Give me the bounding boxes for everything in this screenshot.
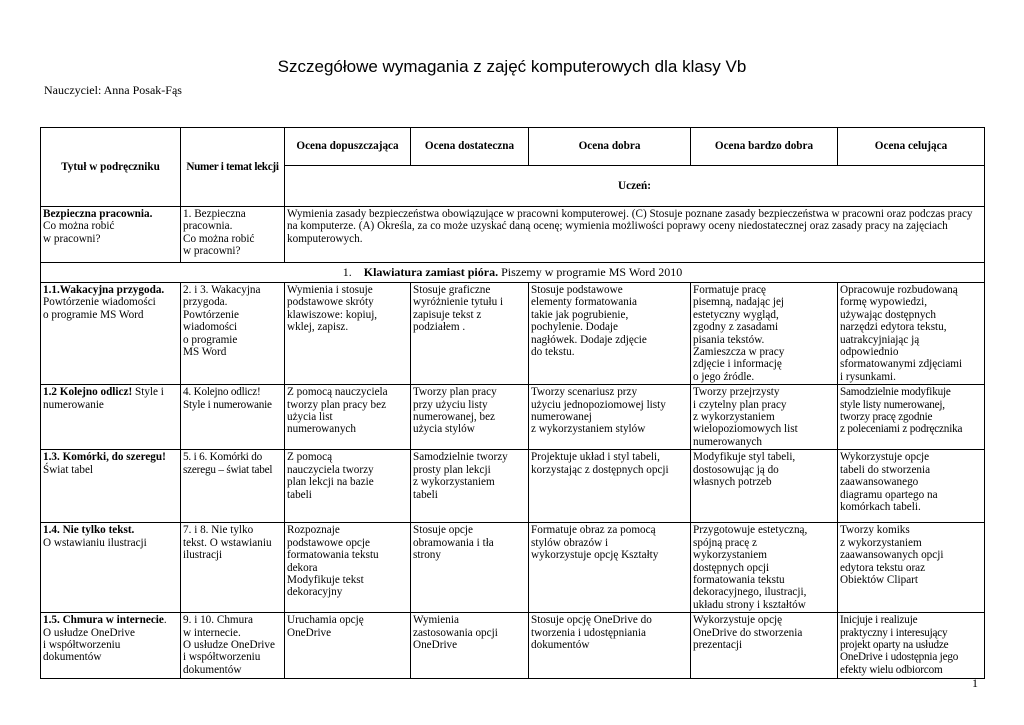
- row-title-rest: O wstawianiu ilustracji: [43, 536, 147, 549]
- row-title-bold: 1.2 Kolejno odlicz!: [43, 386, 133, 399]
- row-title-rest: Świat tabel: [43, 463, 94, 476]
- row-grade2-cell: Wymienia zastosowania opcji OneDrive: [411, 613, 529, 679]
- row-grade4-cell: Modyfikuje styl tabeli, dostosowując ją do własnych potrzeb: [691, 450, 838, 523]
- row-grade2-cell: Tworzy plan pracy przy użyciu listy numerowanej, bez użycia stylów: [411, 385, 529, 450]
- row-title-bold: 1.3. Komórki, do szeregu!: [43, 451, 166, 464]
- header-student: Uczeń:: [285, 166, 985, 207]
- row-grade3-cell: Stosuje podstawowe elementy formatowania takie jak pogrubienie, pochylenie. Dodaje nagłówek. Dodaje zdjęcie do tekstu.: [529, 283, 691, 385]
- row-title-rest: Powtórzenie wiadomości o programie MS Word: [43, 296, 156, 321]
- row-grade5-cell: Inicjuje i realizuje praktyczny i interesujący projekt oparty na usłudze OneDrive i udostępnia jego efekty wielu odbiorcom: [838, 613, 985, 679]
- row-grade2-cell: Stosuje opcje obramowania i tła strony: [411, 523, 529, 613]
- table-row: [41, 450, 985, 523]
- intro-requirements-cell: Wymienia zasady bezpieczeństwa obowiązujące w pracowni komputerowej. (C) Stosuje poznane zasady bezpieczeństwa w pracowni oraz podczas pracy na komputerze. (A) Określa, za co może uzyskać daną ocenę; wymienia możliwości poprawy oceny niedostatecznej oraz zasady pracy na zajęciach komputerowych.: [285, 207, 985, 263]
- section-heading: [41, 263, 985, 283]
- row-lesson-cell: 2. i 3. Wakacyjna przygoda. Powtórzenie wiadomości o programie MS Word: [181, 283, 285, 385]
- header-grade-very-good: Ocena bardzo dobra: [691, 128, 838, 166]
- table-row: [41, 385, 985, 450]
- requirements-table: [40, 127, 985, 679]
- section-title-rest: Piszemy w programie MS Word 2010: [498, 265, 683, 280]
- row-title-rest: Style i numerowanie: [43, 386, 164, 411]
- header-grade-excellent: Ocena celująca: [838, 128, 985, 166]
- header-lesson-column: Numer i temat lekcji: [181, 128, 285, 207]
- row-title-cell: [41, 523, 181, 613]
- row-lesson-cell: 4. Kolejno odlicz! Style i numerowanie: [181, 385, 285, 450]
- header-grade-sufficient: Ocena dopuszczająca: [285, 128, 411, 166]
- row-grade2-cell: Samodzielnie tworzy prosty plan lekcji z wykorzystaniem tabeli: [411, 450, 529, 523]
- document-title: Szczegółowe wymagania z zajęć komputerowych dla klasy Vb: [277, 57, 747, 76]
- row-title-cell: [41, 385, 181, 450]
- row-grade4-cell: Przygotowuje estetyczną, spójną pracę z wykorzystaniem dostępnych opcji formatowania tekstu dekoracyjnego, ilustracji, układu strony i kształtów: [691, 523, 838, 613]
- intro-title-bold: Bezpieczna pracownia.: [43, 208, 153, 220]
- row-grade4-cell: Formatuje pracę pisemną, nadając jej estetyczny wygląd, zgodny z zasadami pisania tekstów. Zamieszcza w pracy zdjęcie i informację o jego źródle.: [691, 283, 838, 385]
- row-grade3-cell: Formatuje obraz za pomocą stylów obrazów i wykorzystuje opcję Kształty: [529, 523, 691, 613]
- row-grade3-cell: Stosuje opcję OneDrive do tworzenia i udostępniania dokumentów: [529, 613, 691, 679]
- row-grade1-cell: Uruchamia opcję OneDrive: [285, 613, 411, 679]
- header-grade-good: Ocena dobra: [529, 128, 691, 166]
- row-grade3-cell: Tworzy scenariusz przy użyciu jednopoziomowej listy numerowanej z wykorzystaniem stylów: [529, 385, 691, 450]
- row-title-cell: [41, 613, 181, 679]
- row-grade1-cell: Z pomocą nauczyciela tworzy plan pracy bez użycia list numerowanych: [285, 385, 411, 450]
- row-lesson-cell: 5. i 6. Komórki do szeregu – świat tabel: [181, 450, 285, 523]
- row-title-bold: 1.1.Wakacyjna przygoda.: [43, 284, 165, 296]
- row-title-bold: 1.4. Nie tylko tekst.: [43, 524, 135, 537]
- table-row: [41, 283, 985, 385]
- table-row: [41, 613, 985, 679]
- row-grade1-cell: Rozpoznaje podstawowe opcje formatowania tekstu dekora Modyfikuje tekst dekoracyjny: [285, 523, 411, 613]
- section-number: 1.: [342, 265, 352, 280]
- header-grade-satisfactory: Ocena dostateczna: [411, 128, 529, 166]
- row-grade2-cell: Stosuje graficzne wyróżnienie tytułu i zapisuje tekst z podziałem .: [411, 283, 529, 385]
- row-lesson-cell: 7. i 8. Nie tylko tekst. O wstawianiu ilustracji: [181, 523, 285, 613]
- row-grade1-cell: Wymienia i stosuje podstawowe skróty klawiszowe: kopiuj, wklej, zapisz.: [285, 283, 411, 385]
- page-number: 1: [972, 676, 978, 690]
- section-title-bold: Klawiatura zamiast pióra.: [363, 265, 499, 280]
- intro-title-cell: [41, 207, 181, 263]
- row-title-rest: . O usłudze OneDrive i współtworzeniu dokumentów: [43, 614, 167, 664]
- row-grade1-cell: Z pomocą nauczyciela tworzy plan lekcji na bazie tabeli: [285, 450, 411, 523]
- row-grade3-cell: Projektuje układ i styl tabeli, korzystając z dostępnych opcji: [529, 450, 691, 523]
- teacher-name: Nauczyciel: Anna Posak-Fąs: [44, 83, 182, 97]
- row-grade5-cell: Tworzy komiks z wykorzystaniem zaawansowanych opcji edytora tekstu oraz Obiektów Clipart: [838, 523, 985, 613]
- row-lesson-cell: 9. i 10. Chmura w internecie. O usłudze OneDrive i współtworzeniu dokumentów: [181, 613, 285, 679]
- row-title-cell: [41, 450, 181, 523]
- row-grade5-cell: Opracowuje rozbudowaną formę wypowiedzi, używając dostępnych narzędzi edytora tekstu, uatrakcyjniając ją odpowiednio sformatowanymi zdjęciami i rysunkami.: [838, 283, 985, 385]
- row-grade4-cell: Wykorzystuje opcję OneDrive do stworzenia prezentacji: [691, 613, 838, 679]
- table-row: [41, 523, 985, 613]
- intro-lesson-cell: 1. Bezpieczna pracownia. Co można robić w pracowni?: [181, 207, 285, 263]
- row-title-bold: 1.5. Chmura w internecie: [43, 614, 164, 627]
- row-grade5-cell: Samodzielnie modyfikuje style listy numerowanej, tworzy pracę zgodnie z poleceniami z podręcznika: [838, 385, 985, 450]
- header-title-column: Tytuł w podręczniku: [41, 128, 181, 207]
- row-grade5-cell: Wykorzystuje opcje tabeli do stworzenia zaawansowanego diagramu opartego na komórkach tabeli.: [838, 450, 985, 523]
- intro-title-rest: Co można robić w pracowni?: [43, 220, 115, 245]
- row-title-cell: [41, 283, 181, 385]
- row-grade4-cell: Tworzy przejrzysty i czytelny plan pracy z wykorzystaniem wielopoziomowych list numerowanych: [691, 385, 838, 450]
